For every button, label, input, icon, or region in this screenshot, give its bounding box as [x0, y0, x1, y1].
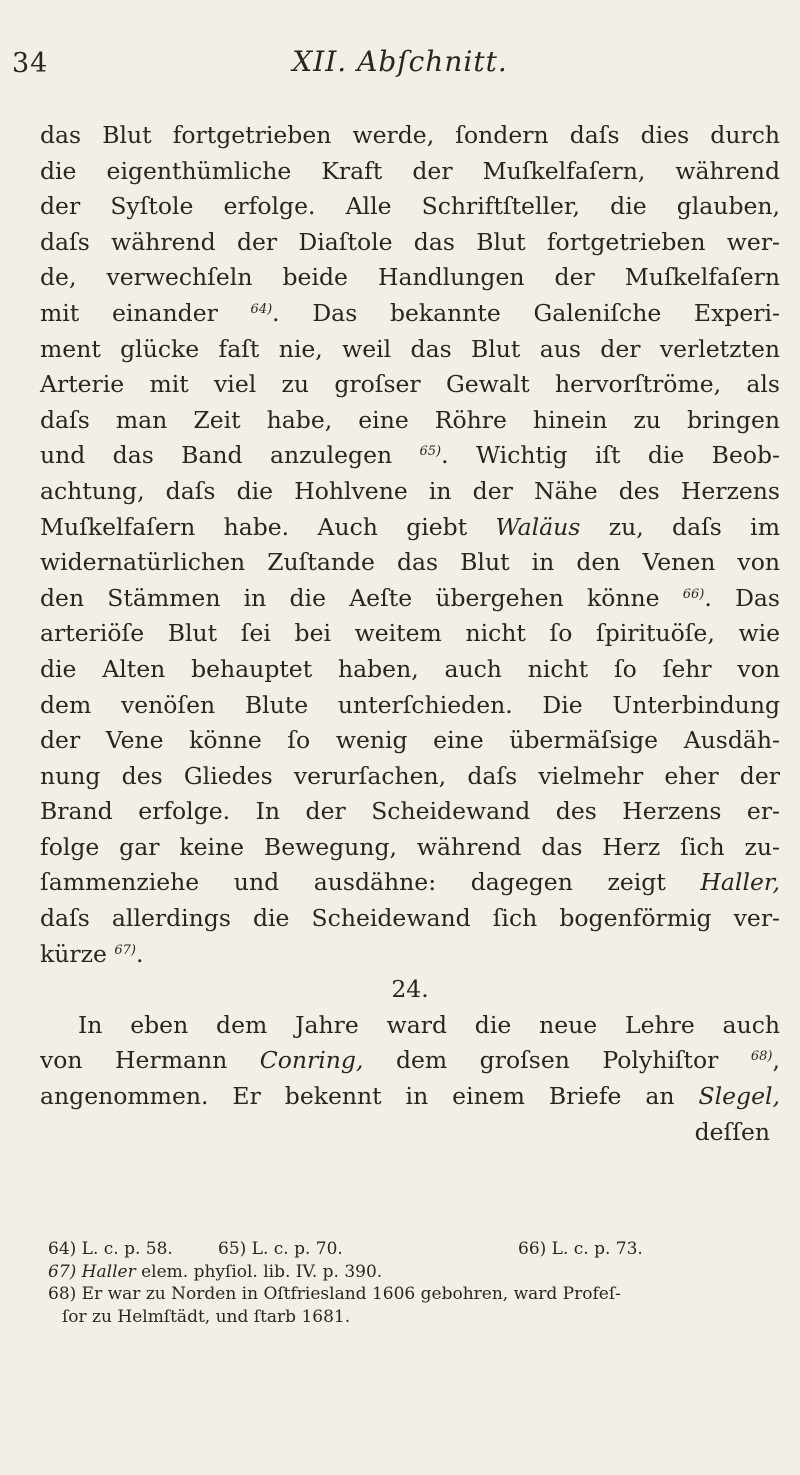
text-line: von Hermann Conring, dem groſsen Polyhiſtor $^{68)}$,: [40, 1046, 780, 1075]
footnote-text: elem. phyſiol. lib. IV. p. 390.: [141, 1261, 383, 1282]
text-line: In eben dem Jahre ward die neue Lehre auch: [78, 1010, 780, 1039]
footnote-ref: 68): [750, 1049, 773, 1065]
text-line: der Vene könne ſo wenig eine übermäſsige Ausdäh-: [40, 726, 780, 755]
text-line: daſs allerdings die Scheidewand ſich bogenförmig ver-: [40, 904, 780, 933]
text-fragment: zu, daſs im: [608, 512, 780, 541]
text-fragment: ſammenziehe und ausdähne: dagegen zeigt: [40, 868, 666, 897]
text-line: den Stämmen in die Aeſte übergehen könne $^{66)}$. Das: [40, 583, 780, 612]
text-line: das Blut fortgetrieben werde, ſondern daſs dies durch: [40, 121, 780, 149]
text-fragment: Das: [735, 583, 780, 612]
section-number: 24.: [391, 975, 429, 1004]
footnote-ref: 64): [250, 301, 273, 317]
text-line: Arterie mit viel zu groſser Gewalt hervorſtröme, als: [40, 370, 780, 399]
text-fragment: kürze: [40, 939, 107, 968]
footnote-66: 66) L. c. p. 73.: [518, 1239, 643, 1259]
text-line: daſs man Zeit habe, eine Röhre hinein zu bringen: [40, 405, 780, 434]
text-fragment: und das Band anzulegen: [40, 441, 393, 470]
author-name: Waläus: [495, 512, 581, 541]
text-line: de, verwechſeln beide Handlungen der Muſkelfaſern: [40, 263, 780, 292]
text-line: die eigenthümliche Kraft der Muſkelfaſern, während: [40, 156, 780, 185]
text-line: Brand erfolge. In der Scheidewand des Herzens er-: [40, 797, 780, 826]
text-line: [40, 865, 780, 901]
main-text: [40, 118, 780, 1150]
text-line: dem venöſen Blute unterſchieden. Die Unterbindung: [40, 690, 780, 719]
text-line: achtung, daſs die Hohlvene in der Nähe des Herzens: [40, 476, 780, 505]
catchword: deſſen: [694, 1117, 770, 1146]
text-line: [40, 510, 780, 546]
footnote-row: [48, 1238, 784, 1261]
footnote-ref: 67): [114, 942, 137, 958]
text-line: und das Band anzulegen $^{65)}$. Wichtig iſt die Beob-: [40, 441, 780, 470]
text-fragment: Das bekannte Galeniſche Experi-: [312, 298, 780, 327]
text-fragment: dem groſsen Polyhiſtor: [395, 1046, 719, 1075]
author-name: Haller,: [700, 868, 780, 897]
text-line: nung des Gliedes verurſachen, daſs vielmehr eher der: [40, 761, 780, 790]
text-line: [40, 1079, 780, 1115]
footnote-68-continued: ſor zu Helmſtädt, und ſtarb 1681.: [62, 1306, 351, 1327]
text-fragment: Wichtig iſt die Beob-: [475, 441, 780, 470]
text-line: widernatürlichen Zuſtande das Blut in den Venen von: [40, 548, 780, 577]
footnote-68: 68) Er war zu Norden in Oſtfriesland 1606 gebohren, ward Profeſ-: [48, 1284, 621, 1304]
text-fragment: angenommen. Er bekennt in einem Briefe an: [40, 1082, 675, 1111]
footnote-67: [48, 1261, 784, 1284]
page-number: 34: [12, 48, 49, 79]
author-name: Conring,: [259, 1046, 364, 1075]
text-line: der Syſtole erfolge. Alle Schriftſteller, die glauben,: [40, 192, 780, 221]
text-fragment: Muſkelfaſern habe. Auch giebt: [40, 512, 468, 541]
text-line: folge gar keine Bewegung, während das Herz ſich zu-: [40, 832, 780, 861]
footnote-64: 64) L. c. p. 58.: [48, 1239, 173, 1259]
text-fragment: den Stämmen in die Aeſte übergehen könne: [40, 583, 660, 612]
author-name: Slegel,: [698, 1082, 780, 1111]
text-line: daſs während der Diaſtole das Blut fortgetrieben wer-: [40, 227, 780, 256]
footnote-ref: 65): [419, 444, 442, 460]
text-line: kürze $^{67)}$.: [40, 939, 144, 968]
footnote-author: 67) Haller: [48, 1261, 136, 1282]
footnote-65: 65) L. c. p. 70.: [218, 1239, 343, 1259]
footnote-ref: 66): [682, 586, 705, 602]
text-fragment: mit einander: [40, 298, 218, 327]
text-line: mit einander $^{64)}$. Das bekannte Galeniſche Experi-: [40, 298, 780, 327]
text-fragment: von Hermann: [40, 1046, 228, 1075]
footnotes: [48, 1238, 784, 1328]
running-head: XII. Abſchnitt.: [292, 45, 508, 78]
text-line: die Alten behauptet haben, auch nicht ſo ſehr von: [40, 654, 780, 683]
text-line: ment glücke faſt nie, weil das Blut aus der verletzten: [40, 334, 780, 363]
text-line: arteriöſe Blut ſei bei weitem nicht ſo ſpirituöſe, wie: [40, 619, 780, 648]
